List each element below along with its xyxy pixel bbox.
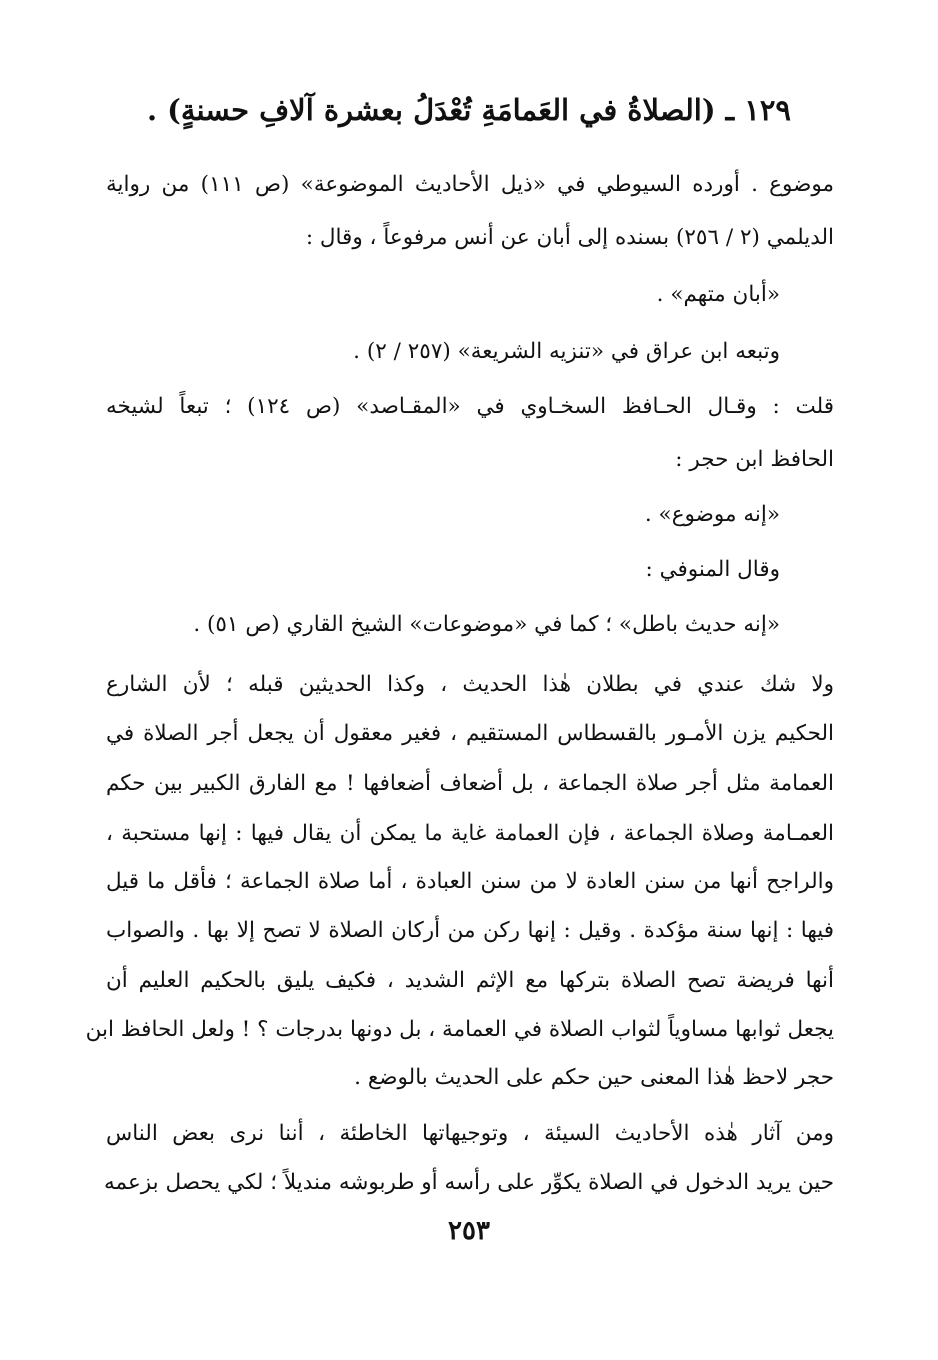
text-line: العمامة مثل أجر صلاة الجماعة ، بل أضعاف أضعافها ! مع الفارق الكبير بين حكم [106, 771, 834, 796]
text-line: وتبعه ابن عراق في «تنزيه الشريعة» (٢٥٧ / ٢) . [353, 339, 780, 364]
text-line: الديلمي (٢ / ٢٥٦) بسنده إلى أبان عن أنس مرفوعاً ، وقال : [305, 225, 834, 250]
text-line: أنها فريضة تصح الصلاة بتركها مع الإثم الشديد ، فكيف يليق بالحكيم العليم أن [106, 968, 834, 993]
text-line: ومن آثار هٰذه الأحاديث السيئة ، وتوجيهاتها الخاطئة ، أننا نرى بعض الناس [106, 1121, 834, 1146]
text-line: والراجح أنها من سنن العادة لا من سنن العبادة ، أما صلاة الجماعة ؛ فأقل ما قيل [106, 869, 834, 894]
text-line: حجر لاحظ هٰذا المعنى حين حكم على الحديث بالوضع . [354, 1065, 834, 1090]
text-line: موضوع . أورده السيوطي في «ذيل الأحاديث الموضوعة» (ص ١١١) من رواية [106, 172, 834, 197]
text-line: «أبان متهم» . [656, 282, 780, 307]
text-line: قلت : وقـال الحـافظ السخـاوي في «المقـاصد» (ص ١٢٤) ؛ تبعاً لشيخه [106, 394, 835, 419]
page-number: ٢٥٣ [448, 1216, 490, 1246]
text-line: الحافظ ابن حجر : [675, 447, 834, 472]
text-line: ولا شك عندي في بطلان هٰذا الحديث ، وكذا الحديثين قبله ؛ لأن الشارع [106, 672, 834, 697]
text-line: وقال المنوفي : [645, 557, 780, 582]
hadith-title: ١٢٩ ـ (الصلاةُ في العَمامَةِ تُعْدَلُ بعشرة آلافِ حسنةٍ) . [146, 93, 791, 127]
text-line: الحكيم يزن الأمـور بالقسطاس المستقيم ، فغير معقول أن يجعل أجر الصلاة في [106, 721, 834, 746]
text-line: حين يريد الدخول في الصلاة يكوِّر على رأسه أو طربوشه منديلاً ؛ لكي يحصل بزعمه [103, 1170, 834, 1195]
text-line: «إنه موضوع» . [644, 502, 780, 527]
text-line: يجعل ثوابها مساوياً لثواب الصلاة في العمامة ، بل دونها بدرجات ؟ ! ولعل الحافظ ابن [85, 1017, 834, 1042]
text-line: العمـامة وصلاة الجماعة ، فإن العمامة غاية ما يمكن أن يقال فيها : إنها مستحبة ، [106, 821, 834, 846]
text-line: «إنه حديث باطل» ؛ كما في «موضوعات» الشيخ القاري (ص ٥١) . [193, 612, 780, 637]
text-line: فيها : إنها سنة مؤكدة . وقيل : إنها ركن من أركان الصلاة لا تصح إلا بها . والصواب [106, 918, 834, 943]
